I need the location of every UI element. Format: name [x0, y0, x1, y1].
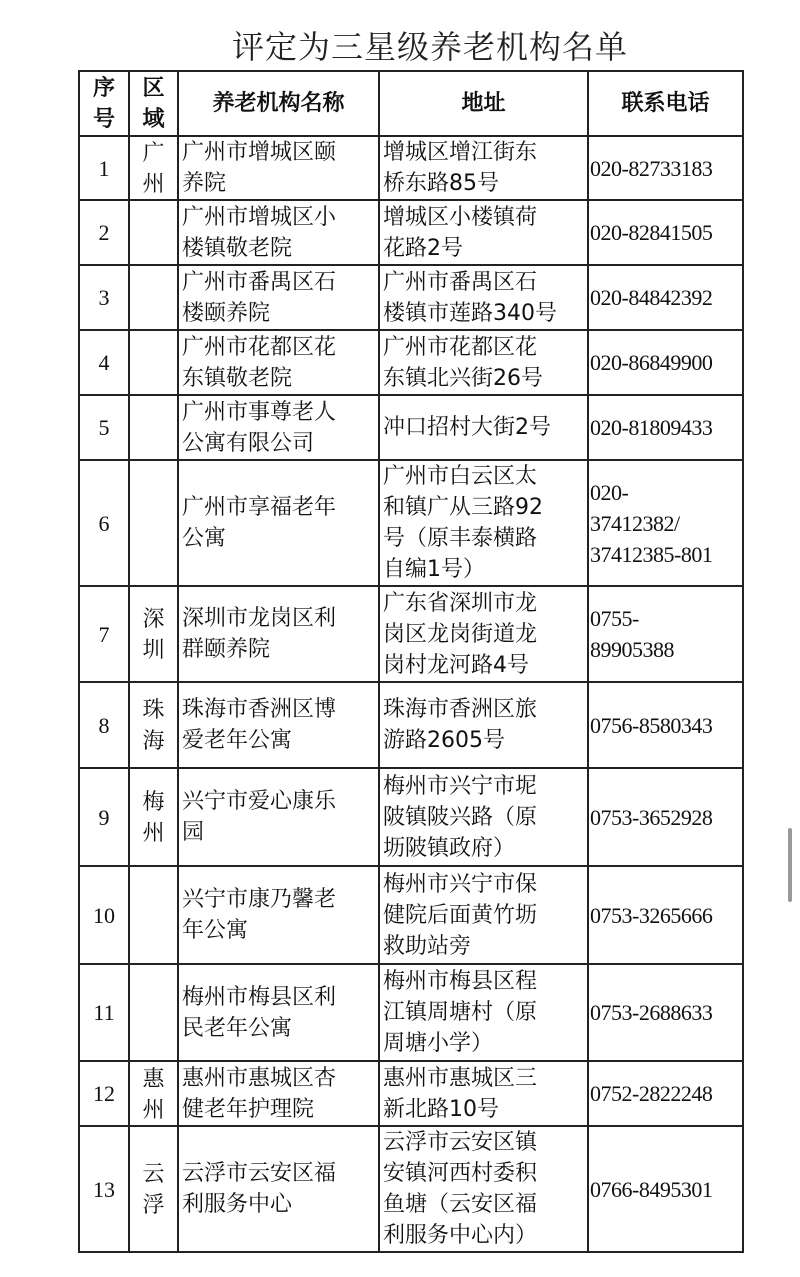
- row-address: 广州市花都区花 东镇北兴街26号: [379, 330, 588, 395]
- row-phone: 0766-8495301: [588, 1126, 743, 1252]
- row-index: 3: [79, 265, 129, 330]
- row-phone: 0752-2822248: [588, 1061, 743, 1126]
- row-phone: 0753-3265666: [588, 866, 743, 964]
- page-title: 评定为三星级养老机构名单: [231, 28, 628, 66]
- institution-table: [78, 70, 744, 1253]
- row-index: 11: [79, 964, 129, 1061]
- row-address: 云浮市云安区镇 安镇河西村委积 鱼塘（云安区福 利服务中心内）: [379, 1126, 588, 1252]
- row-phone: 0753-2688633: [588, 964, 743, 1061]
- row-institution-name: 广州市事尊老人 公寓有限公司: [178, 395, 379, 460]
- row-institution-name: 珠海市香洲区博 爱老年公寓: [178, 682, 379, 768]
- row-region: 珠 海: [129, 682, 178, 768]
- table-row: [79, 1061, 743, 1126]
- row-index: 6: [79, 460, 129, 586]
- row-region: [129, 330, 178, 395]
- table-header-row: [79, 71, 743, 136]
- row-region: [129, 395, 178, 460]
- row-address: 增城区小楼镇荷 花路2号: [379, 200, 588, 265]
- header-index: 序 号: [79, 71, 129, 136]
- row-institution-name: 兴宁市康乃馨老 年公寓: [178, 866, 379, 964]
- row-institution-name: 广州市增城区小 楼镇敬老院: [178, 200, 379, 265]
- row-phone: 020- 37412382/ 37412385-801: [588, 460, 743, 586]
- row-address: 珠海市香洲区旅 游路2605号: [379, 682, 588, 768]
- table-row: [79, 136, 743, 200]
- row-region: [129, 460, 178, 586]
- header-region: 区 域: [129, 71, 178, 136]
- row-address: 广州市白云区太 和镇广从三路92 号（原丰泰横路 自编1号）: [379, 460, 588, 586]
- row-index: 12: [79, 1061, 129, 1126]
- row-region: 惠 州: [129, 1061, 178, 1126]
- table-row: [79, 330, 743, 395]
- row-region: [129, 964, 178, 1061]
- table-row: [79, 200, 743, 265]
- row-index: 10: [79, 866, 129, 964]
- row-phone: 020-82841505: [588, 200, 743, 265]
- row-institution-name: 广州市花都区花 东镇敬老院: [178, 330, 379, 395]
- row-institution-name: 广州市番禺区石 楼颐养院: [178, 265, 379, 330]
- table-row: [79, 265, 743, 330]
- table-row: [79, 866, 743, 964]
- row-address: 梅州市兴宁市坭 陂镇陂兴路（原 坜陂镇政府）: [379, 768, 588, 866]
- row-address: 广州市番禺区石 楼镇市莲路340号: [379, 265, 588, 330]
- row-address: 冲口招村大街2号: [379, 395, 588, 460]
- row-region: 广 州: [129, 136, 178, 200]
- table-row: [79, 395, 743, 460]
- row-region: [129, 200, 178, 265]
- table-row: [79, 586, 743, 682]
- row-index: 13: [79, 1126, 129, 1252]
- row-phone: 020-81809433: [588, 395, 743, 460]
- row-institution-name: 广州市增城区颐 养院: [178, 136, 379, 200]
- table-row: [79, 460, 743, 586]
- row-phone: 020-82733183: [588, 136, 743, 200]
- table-row: [79, 964, 743, 1061]
- row-phone: 020-84842392: [588, 265, 743, 330]
- row-index: 7: [79, 586, 129, 682]
- row-institution-name: 深圳市龙岗区利 群颐养院: [178, 586, 379, 682]
- row-address: 增城区增江街东 桥东路85号: [379, 136, 588, 200]
- header-phone: 联系电话: [588, 71, 743, 136]
- row-institution-name: 惠州市惠城区杏 健老年护理院: [178, 1061, 379, 1126]
- table-row: [79, 1126, 743, 1252]
- row-region: 深 圳: [129, 586, 178, 682]
- row-institution-name: 兴宁市爱心康乐 园: [178, 768, 379, 866]
- row-phone: 020-86849900: [588, 330, 743, 395]
- scrollbar[interactable]: [788, 828, 792, 902]
- table-row: [79, 682, 743, 768]
- row-address: 广东省深圳市龙 岗区龙岗街道龙 岗村龙河路4号: [379, 586, 588, 682]
- header-name: 养老机构名称: [178, 71, 379, 136]
- row-phone: 0755- 89905388: [588, 586, 743, 682]
- header-address: 地址: [379, 71, 588, 136]
- row-region: [129, 866, 178, 964]
- row-address: 梅州市兴宁市保 健院后面黄竹坜 救助站旁: [379, 866, 588, 964]
- row-region: 梅 州: [129, 768, 178, 866]
- row-phone: 0756-8580343: [588, 682, 743, 768]
- table-row: [79, 768, 743, 866]
- row-index: 1: [79, 136, 129, 200]
- row-address: 梅州市梅县区程 江镇周塘村（原 周塘小学）: [379, 964, 588, 1061]
- row-index: 9: [79, 768, 129, 866]
- row-institution-name: 云浮市云安区福 利服务中心: [178, 1126, 379, 1252]
- row-region: 云 浮: [129, 1126, 178, 1252]
- row-region: [129, 265, 178, 330]
- row-address: 惠州市惠城区三 新北路10号: [379, 1061, 588, 1126]
- row-index: 4: [79, 330, 129, 395]
- row-institution-name: 梅州市梅县区利 民老年公寓: [178, 964, 379, 1061]
- row-institution-name: 广州市享福老年 公寓: [178, 460, 379, 586]
- row-phone: 0753-3652928: [588, 768, 743, 866]
- row-index: 5: [79, 395, 129, 460]
- row-index: 2: [79, 200, 129, 265]
- row-index: 8: [79, 682, 129, 768]
